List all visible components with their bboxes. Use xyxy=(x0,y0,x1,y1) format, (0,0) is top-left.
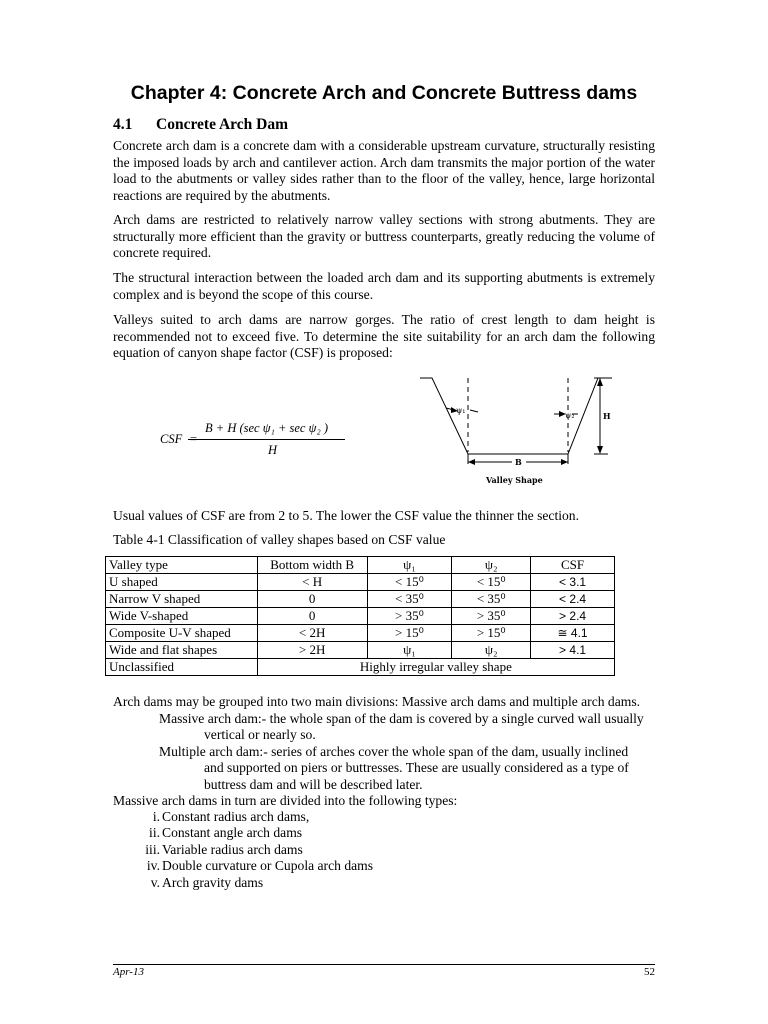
divisions-intro: Arch dams may be grouped into two main divisions: Massive arch dams and multiple arch dams. xyxy=(113,694,641,709)
table-row xyxy=(106,659,615,676)
table-header-cell: Bottom width B xyxy=(257,557,367,574)
types-intro: Massive arch dams in turn are divided into the following types: xyxy=(113,793,458,808)
table-cell: Composite U-V shaped xyxy=(106,625,258,642)
table-cell: > 2.4 xyxy=(531,608,615,625)
psi1-label: ψ₁ xyxy=(456,406,466,415)
fraction-bar xyxy=(188,439,345,440)
table-row xyxy=(106,608,615,625)
multiple-arch-line-2: and supported on piers or buttresses. These are usually considered as a type of xyxy=(204,760,629,775)
list-item: Constant angle arch dams xyxy=(162,825,303,840)
table-header-row xyxy=(106,557,615,574)
massive-arch-line-1: Massive arch dam:- the whole span of the dam is covered by a single curved wall usually xyxy=(159,711,644,726)
usual-values-text: Usual values of CSF are from 2 to 5. The lower the CSF value the thinner the section. xyxy=(113,508,580,523)
valley-shape-diagram xyxy=(418,366,616,492)
list-item-number: v. xyxy=(150,875,160,890)
paragraph-1: Concrete arch dam is a concrete dam with a considerable upstream curvature, structurally resisting the imposed loads by arch and cantilever action. Arch dam transmits the major portion of the water load to the abutments or valley sides rather than to the floor of the valley, hence, large horizontal reactions are required by the abutments. xyxy=(113,138,655,203)
table-row xyxy=(106,642,615,659)
section-number: 4.1 xyxy=(113,116,133,133)
footer-date: Apr-13 xyxy=(113,966,144,978)
list-item-number: i. xyxy=(152,809,160,824)
valley-shape-figure xyxy=(418,366,616,492)
table-cell: > 35⁰ xyxy=(367,608,452,625)
table-caption: Table 4-1 Classification of valley shapes based on CSF value xyxy=(113,532,446,547)
table-cell: > 35⁰ xyxy=(452,608,531,625)
table-header-cell: ψ₁ xyxy=(367,557,452,574)
table-row xyxy=(106,625,615,642)
table-cell: > 4.1 xyxy=(531,642,615,659)
table-cell: < 3.1 xyxy=(531,574,615,591)
table-header-cell: ψ₂ xyxy=(452,557,531,574)
list-item: Double curvature or Cupola arch dams xyxy=(162,858,374,873)
table-cell: < 2.4 xyxy=(531,591,615,608)
table-row xyxy=(106,591,615,608)
table-header-cell: CSF xyxy=(531,557,615,574)
list-item-number: ii. xyxy=(149,825,160,840)
chapter-title: Chapter 4: Concrete Arch and Concrete Buttress dams xyxy=(130,82,638,104)
table-cell: < 15⁰ xyxy=(367,574,452,591)
list-item: Arch gravity dams xyxy=(162,875,264,890)
table-cell: < 2H xyxy=(257,625,367,642)
table-cell: Highly irregular valley shape xyxy=(257,659,614,676)
table-cell: ψ₁ xyxy=(367,642,452,659)
list-item-number: iii. xyxy=(145,842,160,857)
table-cell: ψ₂ xyxy=(452,642,531,659)
table-cell: 0 xyxy=(257,591,367,608)
section-heading xyxy=(113,116,288,134)
list-item-number: iv. xyxy=(146,858,160,873)
table-cell: < 15⁰ xyxy=(452,574,531,591)
formula-denominator: H xyxy=(268,443,278,457)
table-cell: < 35⁰ xyxy=(452,591,531,608)
paragraph-4: Valleys suited to arch dams are narrow gorges. The ratio of crest length to dam height is recommended not to exceed five. To determine the site suitability for an arch dam the following equation of canyon shape factor (CSF) is proposed: xyxy=(113,312,655,360)
multiple-arch-line-3: buttress dam and will be described later. xyxy=(204,777,423,792)
section-title: Concrete Arch Dam xyxy=(156,116,289,133)
table-cell: ≅ 4.1 xyxy=(531,625,615,642)
paragraph-2: Arch dams are restricted to relatively narrow valley sections with strong abutments. They are structurally more efficient than the gravity or buttress counterparts, greatly reducing the volume of concrete required. xyxy=(113,212,655,260)
psi2-label: ψ₂ xyxy=(565,411,575,420)
table-cell: > 2H xyxy=(257,642,367,659)
table-row xyxy=(106,574,615,591)
paragraph-3: The structural interaction between the loaded arch dam and its supporting abutments is extremely complex and is beyond the scope of this course. xyxy=(113,270,655,302)
figure-caption: Valley Shape xyxy=(486,475,543,485)
footer-rule xyxy=(113,964,655,965)
table-cell: U shaped xyxy=(106,574,258,591)
table-cell: 0 xyxy=(257,608,367,625)
table-cell: < 35⁰ xyxy=(367,591,452,608)
table-cell: > 15⁰ xyxy=(367,625,452,642)
valley-classification-table xyxy=(105,556,615,676)
table-cell: Unclassified xyxy=(106,659,258,676)
table-cell: Wide V-shaped xyxy=(106,608,258,625)
base-label: B xyxy=(515,457,522,467)
massive-arch-line-2: vertical or nearly so. xyxy=(204,727,316,742)
table-header-cell: Valley type xyxy=(106,557,258,574)
multiple-arch-line-1: Multiple arch dam:- series of arches cover the whole span of the dam, usually inclined xyxy=(159,744,629,759)
list-item: Variable radius arch dams xyxy=(162,842,303,857)
formula-lhs: CSF xyxy=(160,432,183,446)
height-label: H xyxy=(603,411,611,421)
table-cell: > 15⁰ xyxy=(452,625,531,642)
list-item: Constant radius arch dams, xyxy=(162,809,310,824)
formula-numerator: B + H (sec ψ₁ + sec ψ₂ ) xyxy=(205,421,328,435)
page-number: 52 xyxy=(644,966,655,978)
table-cell: Wide and flat shapes xyxy=(106,642,258,659)
table-cell: < H xyxy=(257,574,367,591)
table-cell: Narrow V shaped xyxy=(106,591,258,608)
